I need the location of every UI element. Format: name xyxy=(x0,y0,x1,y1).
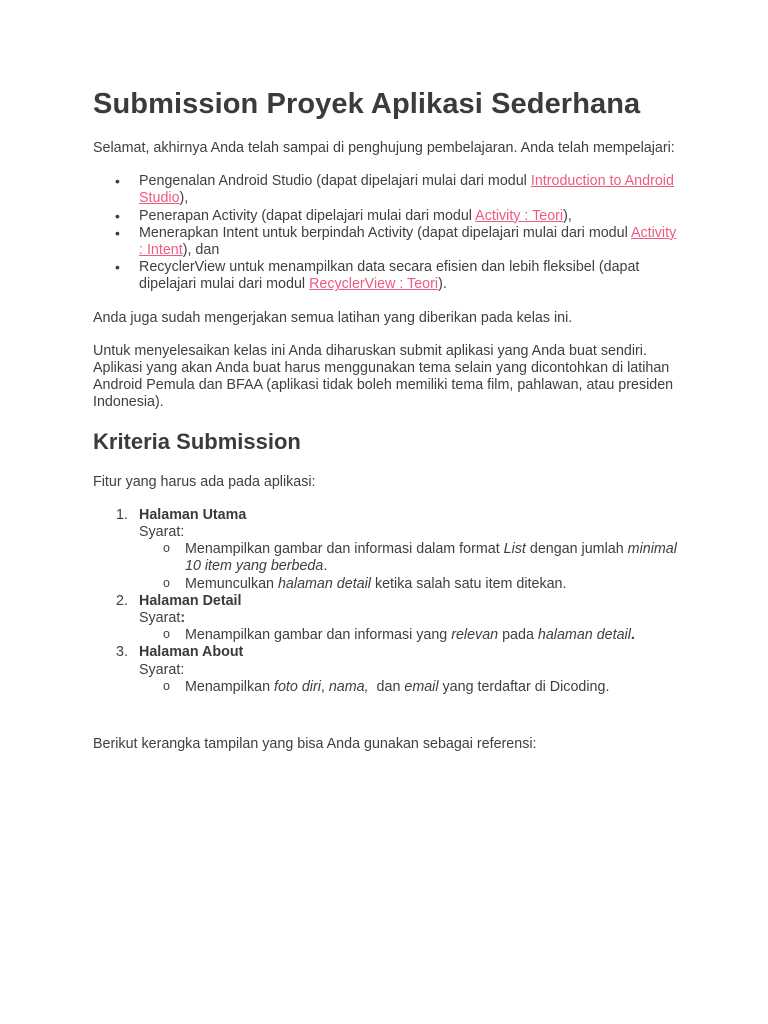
learned-topics-list xyxy=(93,173,683,293)
requirement-text: Menampilkan gambar dan informasi yang xyxy=(185,627,452,644)
feature-item-halaman-utama xyxy=(116,506,683,593)
syarat-label: Syarat: xyxy=(139,661,185,678)
requirement-text: Menampilkan xyxy=(185,678,274,695)
list-item xyxy=(139,259,683,293)
requirement-emphasis: List xyxy=(503,541,526,558)
list-item xyxy=(139,225,683,259)
link-recyclerview-teori[interactable]: RecyclerView : Teori xyxy=(309,276,439,293)
requirement-emphasis: email xyxy=(404,678,439,695)
requirement-emphasis: foto diri xyxy=(274,678,321,695)
requirement-text: Menampilkan gambar dan informasi dalam format xyxy=(185,541,504,558)
features-intro: Fitur yang harus ada pada aplikasi: xyxy=(93,473,316,490)
syarat-text: Syarat xyxy=(139,610,181,627)
list-item-text: ), xyxy=(179,190,189,207)
criteria-heading: Kriteria Submission xyxy=(93,428,301,454)
requirement-text: dan xyxy=(368,678,405,695)
link-activity-intent[interactable]: Activity : Intent xyxy=(139,224,677,259)
requirement-emphasis: minimal 10 item yang berbeda xyxy=(185,541,677,575)
reference-note: Berikut kerangka tampilan yang bisa Anda gunakan sebagai referensi: xyxy=(93,736,537,753)
requirement-emphasis: halaman detail xyxy=(537,627,631,644)
requirement-text: , xyxy=(320,678,329,695)
requirements-list xyxy=(139,541,683,593)
list-item xyxy=(139,208,683,225)
requirement-item xyxy=(185,679,683,696)
requirement-text: dengan jumlah xyxy=(525,541,628,558)
list-number: 1. xyxy=(116,506,128,523)
list-number: 3. xyxy=(116,644,128,661)
document-page xyxy=(93,86,683,769)
requirements-list xyxy=(139,627,683,644)
list-number: 2. xyxy=(116,592,128,609)
requirement-emphasis: halaman detail xyxy=(277,575,371,592)
list-item-text: Menerapkan Intent untuk berpindah Activity (dapat dipelajari mulai dari modul xyxy=(139,224,631,241)
requirement-emphasis: nama, xyxy=(328,678,369,695)
feature-item-halaman-about xyxy=(116,644,683,696)
requirement-item xyxy=(185,627,683,644)
syarat-label xyxy=(139,610,683,627)
requirements-list xyxy=(139,679,683,696)
list-item-text: Penerapan Activity (dapat dipelajari mulai dari modul xyxy=(139,207,476,224)
requirement-text: Memunculkan xyxy=(185,575,278,592)
feature-item-halaman-detail xyxy=(116,592,683,645)
features-list xyxy=(93,507,683,696)
requirement-text: ketika salah satu item ditekan. xyxy=(370,575,567,592)
requirement-text: . xyxy=(323,558,328,575)
requirement-item xyxy=(185,541,683,575)
list-item-text: ), xyxy=(563,207,572,224)
feature-title: Halaman Utama xyxy=(139,506,247,523)
submit-paragraph: Untuk menyelesaikan kelas ini Anda diharuskan submit aplikasi yang Anda buat sendiri. Aplikasi yang akan Anda buat harus menggunakan tema selain yang dicontohkan di latihan Android Pemula dan BFAA (aplikasi tidak boleh memiliki tema film, pahlawan, atau presiden Indonesia). xyxy=(93,342,674,411)
intro-paragraph: Selamat, akhirnya Anda telah sampai di penghujung pembelajaran. Anda telah mempelajari: xyxy=(93,140,675,156)
list-item xyxy=(139,173,683,207)
requirement-text: . xyxy=(630,627,635,644)
syarat-label: Syarat: xyxy=(139,524,185,541)
requirement-text: yang terdaftar di Dicoding. xyxy=(438,678,610,695)
list-item-text: RecyclerView untuk menampilkan data secara efisien dan lebih fleksibel (dapat dipelajari mulai dari modul xyxy=(139,259,640,293)
syarat-colon: : xyxy=(180,610,186,627)
requirement-text: pada xyxy=(498,627,538,644)
requirement-emphasis: relevan xyxy=(451,627,499,644)
list-item-text: Pengenalan Android Studio (dapat dipelajari mulai dari modul xyxy=(139,173,531,190)
exercises-paragraph: Anda juga sudah mengerjakan semua latihan yang diberikan pada kelas ini. xyxy=(93,309,573,326)
requirement-item xyxy=(185,576,683,593)
link-introduction-to-android-studio[interactable]: Introduction to Android Studio xyxy=(139,173,674,207)
list-item-text: ), dan xyxy=(182,242,220,259)
page-title: Submission Proyek Aplikasi Sederhana xyxy=(93,88,641,120)
feature-title: Halaman About xyxy=(139,644,244,661)
feature-title: Halaman Detail xyxy=(139,592,242,609)
link-activity-teori[interactable]: Activity : Teori xyxy=(475,207,564,224)
list-item-text: ). xyxy=(438,276,447,293)
